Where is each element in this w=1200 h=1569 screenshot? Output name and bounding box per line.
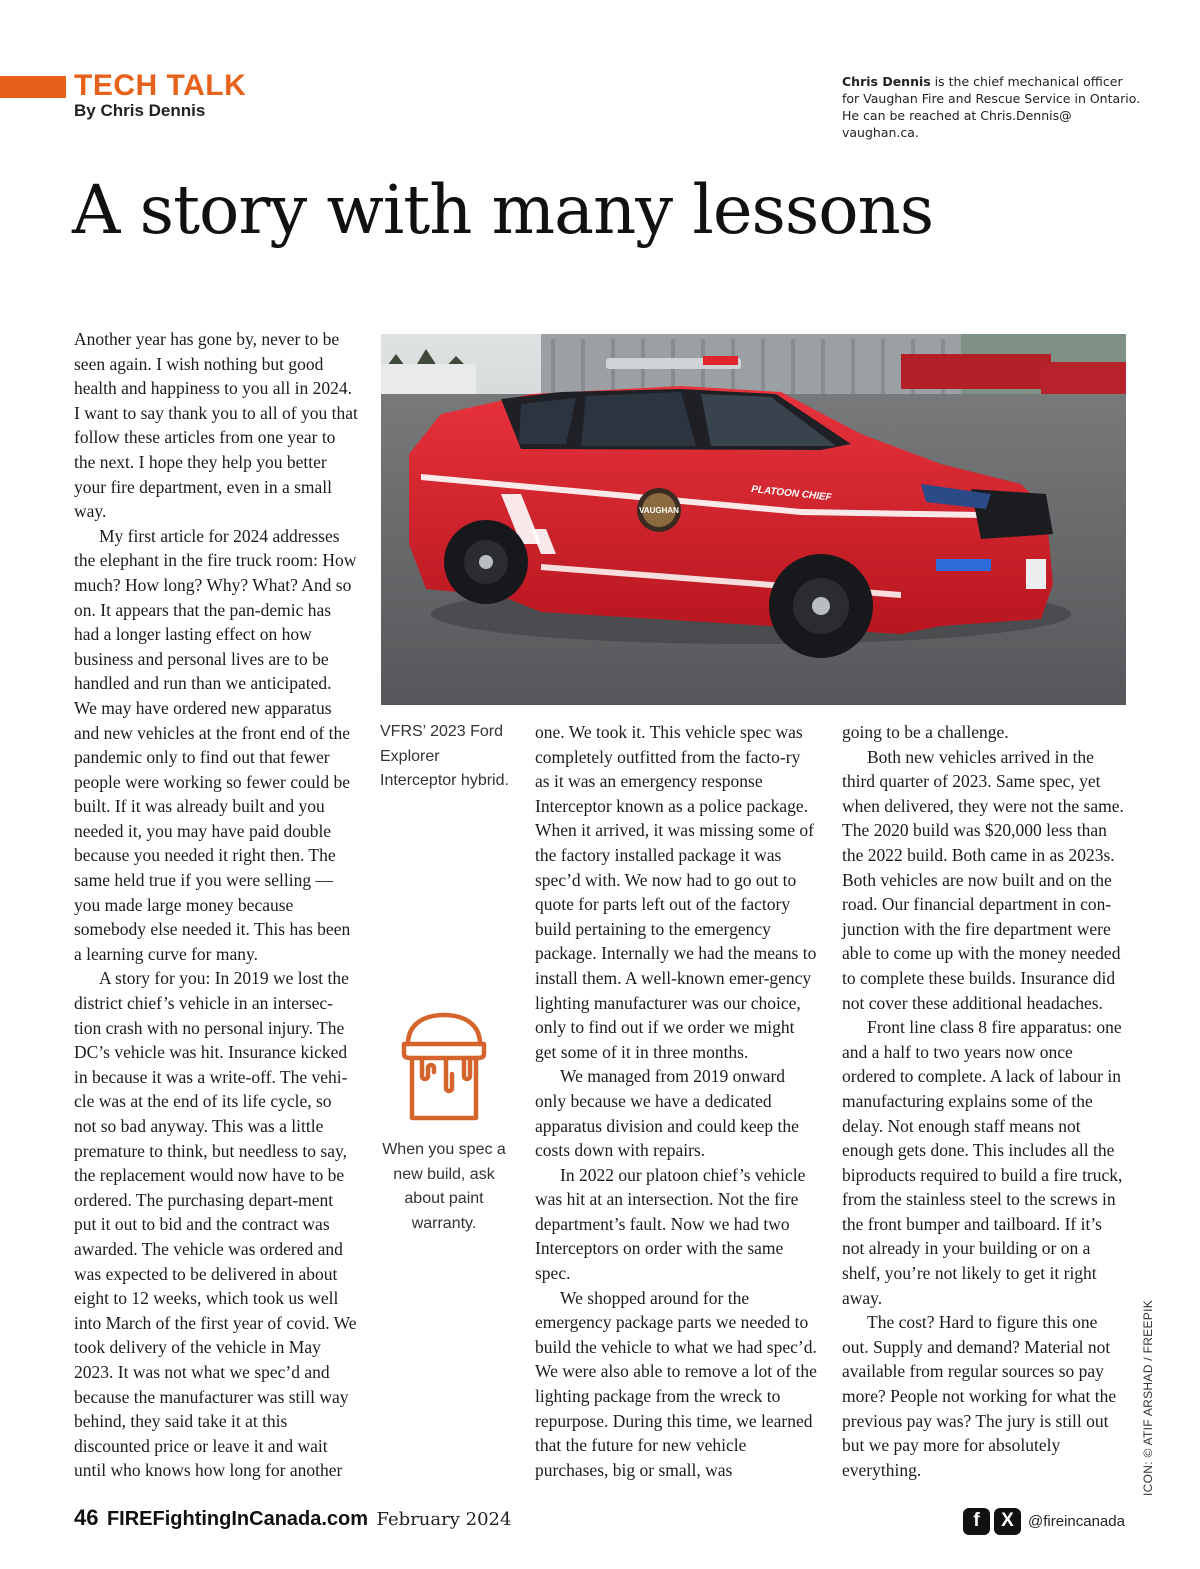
body-paragraph: We shopped around for the emergency package parts we needed to build the vehicle to what we had spec’d. We were also able to remove a lot of the lighting package from the wreck to repurpose. During this time, we learned that the future for new vehicle purchases, big or small, was [535,1287,817,1480]
author-bio-text: is the chief mechanical officer for Vaughan Fire and Rescue Service in Ontario. He can be reached at Chris.Dennis@ vaughan.ca. [842,74,1141,140]
social-handle[interactable]: @fireincanada [1028,1512,1125,1530]
body-paragraph: one. We took it. This vehicle spec was completely outfitted from the facto-ry as it was an emergency response Interceptor known as a police package. When it arrived, it was missing some of the factory installed package it was spec’d with. We now had to go out to quote for parts left out of the factory build pertaining to the emergency package. Internally we had the means to install them. A well-known emer-gency lighting manufacturer was our choice, only to find out if we order we might get some of it in three months. [535,722,817,1062]
x-twitter-icon[interactable]: X [994,1508,1021,1535]
body-paragraph: A story for you: In 2019 we lost the district chief’s vehicle in an intersec-tion crash with no personal injury. The DC’s vehicle was hit. Insurance kicked in because it was a write-off. The vehi-cle was at the end of its life cycle, so not so bad anyway. This was a little premature to think, but needless to say, the replacement would now have to be ordered. The purchasing depart-ment put it out to bid and the contract was awarded. The vehicle was ordered and was expected to be delivered in about eight to 12 weeks, which took us well into March of the first year of covid. We took delivery of the vehicle in May 2023. It was not what we spec’d and because the manufacturer was still way behind, they said take it at this discounted price or leave it and wait until who knows how long for another [74,968,357,1481]
section-label: TECH TALK [74,69,247,102]
body-paragraph: The cost? Hard to figure this one out. Supply and demand? Material not available from regular sources so pay more? People not working for what the previous pay was? The jury is still out but we pay more for absolutely everything. [842,1312,1117,1480]
photo-caption: VFRS’ 2023 Ford Explorer Interceptor hybrid. [380,723,509,790]
page-number: 46 [74,1505,99,1530]
footer [74,1505,511,1531]
author-bio [842,73,1142,141]
body-column-1 [74,327,358,1483]
body-column-3 [842,720,1126,1482]
body-paragraph: Another year has gone by, never to be seen again. I wish nothing but good health and happiness to you all in 2024. I want to say thank you to all of you that follow these articles from one year to the next. I hope they help you better your fire department, even in a small way. [74,329,358,522]
issue-date: February 2024 [376,1509,512,1530]
social-links [963,1507,1125,1535]
byline: By Chris Dennis [74,101,206,120]
body-column-2 [535,720,819,1482]
icon-caption: When you spec a new build, ask about paint warranty. [382,1141,506,1232]
body-paragraph: We managed from 2019 onward only because we have a dedicated apparatus division and could keep the costs down with repairs. [535,1066,799,1161]
paint-can-icon [400,1010,488,1128]
facebook-icon[interactable]: f [963,1508,990,1535]
site-link[interactable]: FIREFightingInCanada.com [106,1508,369,1530]
icon-credit-text: ICON: © ATIF ARSHAD / FREEPIK [1141,1299,1155,1496]
section-accent-bar [0,76,66,98]
body-paragraph: going to be a challenge. [842,722,1009,742]
body-paragraph: Both new vehicles arrived in the third quarter of 2023. Same spec, yet when delivered, they were not the same. The 2020 build was $20,000 less than the 2022 build. Both came in as 2023s. Both vehicles are now built and on the road. Our financial department in con-junction with the fire department were able to come up with the money needed to complete these builds. Insurance did not cover these additional headaches. [842,746,1124,1013]
author-bio-name: Chris Dennis [842,74,931,89]
icon-credit [1139,1300,1157,1500]
vehicle-photo-illustration [381,334,1126,705]
body-paragraph: My first article for 2024 addresses the elephant in the fire truck room: How much? How long? Why? What? And so on. It appears that the pan-demic has had a longer lasting effect on how business and personal lives are to be handled and run than we anticipated. We may have ordered new apparatus and new vehicles at the front end of the pandemic only to find out that fewer people were working so fewer could be built. If it was already built and you needed it, you may have paid double because you needed it right then. The same held true if you were selling — you made large money because somebody else needed it. This has been a learning curve for many. [74,525,357,964]
vehicle-photo [381,334,1126,705]
body-paragraph: In 2022 our platoon chief’s vehicle was hit at an intersection. Not the fire department’s fault. Now we had two Interceptors on order with the same spec. [535,1164,806,1284]
hood-text: PLATOON CHIEF [750,484,833,504]
body-paragraph: Front line class 8 fire apparatus: one and a half to two years now once ordered to complete. A lack of labour in manufacturing explains some of the delay. Not enough staff means not enough gets done. This includes all the biproducts required to build a fire truck, from the stainless steel to the screws in the front bumper and tailboard. If it’s not already in your building or on a shelf, you’re not likely to get it right away. [842,1017,1123,1308]
door-emblem-text: VAUGHAN [639,506,679,515]
page-title: A story with many lessons [72,171,934,249]
